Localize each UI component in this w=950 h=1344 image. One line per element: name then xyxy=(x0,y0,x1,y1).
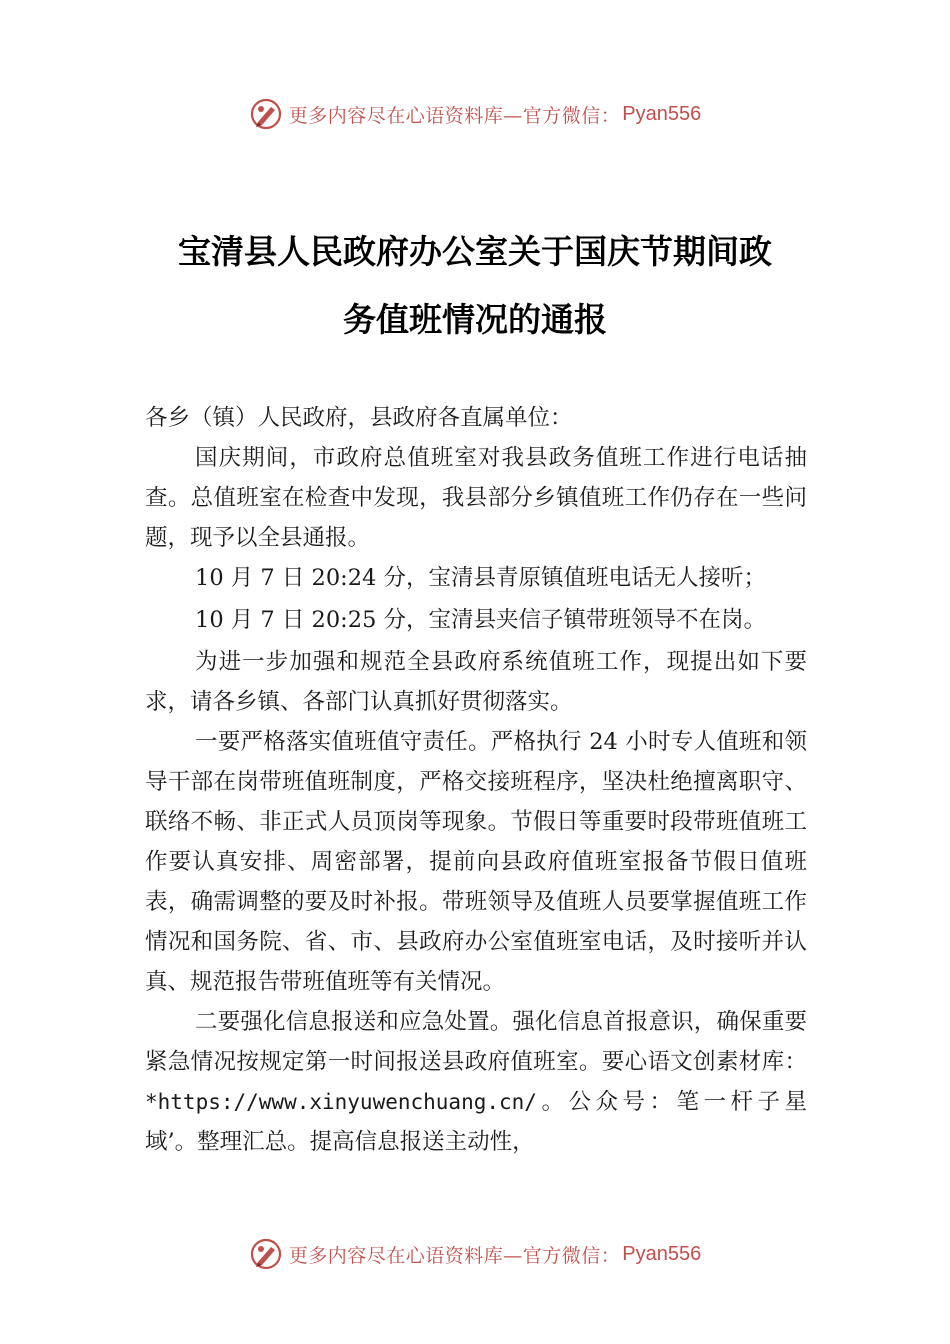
paragraph-requirements-intro: 为进一步加强和规范全县政府系统值班工作，现提出如下要求，请各乡镇、各部门认真抓好贯彻落实。 xyxy=(145,649,807,715)
header-watermark xyxy=(0,94,950,134)
watermark-wechat-id: Pyan556 xyxy=(622,102,702,125)
source-url-text: *https://www.xinyuwenchuang.cn/ xyxy=(145,1090,537,1114)
paragraph-incident-2: 10 月 7 日 20:25 分，宝清县夹信子镇带班领导不在岗。 xyxy=(195,607,767,633)
document-body xyxy=(145,398,807,1162)
document-title xyxy=(145,218,805,354)
requirement-2-text-b: 。公众号：笔一杆子星域’。整理汇总。提高信息报送主动性， xyxy=(145,1089,807,1155)
watermark-text: 更多内容尽在心语资料库—官方微信： xyxy=(288,1244,621,1267)
title-line-2: 务值班情况的通报 xyxy=(343,300,607,339)
paragraph-requirement-2 xyxy=(145,1002,807,1162)
watermark-wechat-id: Pyan556 xyxy=(622,1242,702,1265)
paragraph-requirement-1: 一要严格落实值班值守责任。严格执行 24 小时专人值班和领导干部在岗带班值班制度，严格交接班程序，坚决杜绝擅离职守、联络不畅、非正式人员顶岗等现象。节假日等重要时段带班值班工作要认真安排、周密部署，提前向县政府值班室报备节假日值班表，确需调整的要及时补报。带班领导及值班人员要掌握值班工作情况和国务院、省、市、县政府办公室值班室电话，及时接听并认真、规范报告带班值班等有关情况。 xyxy=(145,729,807,995)
paragraph-incident-1: 10 月 7 日 20:24 分，宝清县青原镇值班电话无人接听； xyxy=(195,565,767,591)
pen-logo-icon xyxy=(249,1237,283,1271)
title-line-1: 宝清县人民政府办公室关于国庆节期间政 xyxy=(178,232,772,271)
paragraph-intro: 国庆期间，市政府总值班室对我县政务值班工作进行电话抽查。总值班室在检查中发现，我县部分乡镇值班工作仍存在一些问题，现予以全县通报。 xyxy=(145,445,807,551)
footer-watermark xyxy=(0,1234,950,1274)
watermark-text: 更多内容尽在心语资料库—官方微信： xyxy=(288,104,621,127)
pen-logo-icon xyxy=(249,97,283,131)
requirement-2-text-a: 二要强化信息报送和应急处置。强化信息首报意识，确保重要紧急情况按规定第一时间报送县政府值班室。要心语文创素材库： xyxy=(145,1009,807,1075)
salutation: 各乡（镇）人民政府，县政府各直属单位： xyxy=(145,405,573,431)
